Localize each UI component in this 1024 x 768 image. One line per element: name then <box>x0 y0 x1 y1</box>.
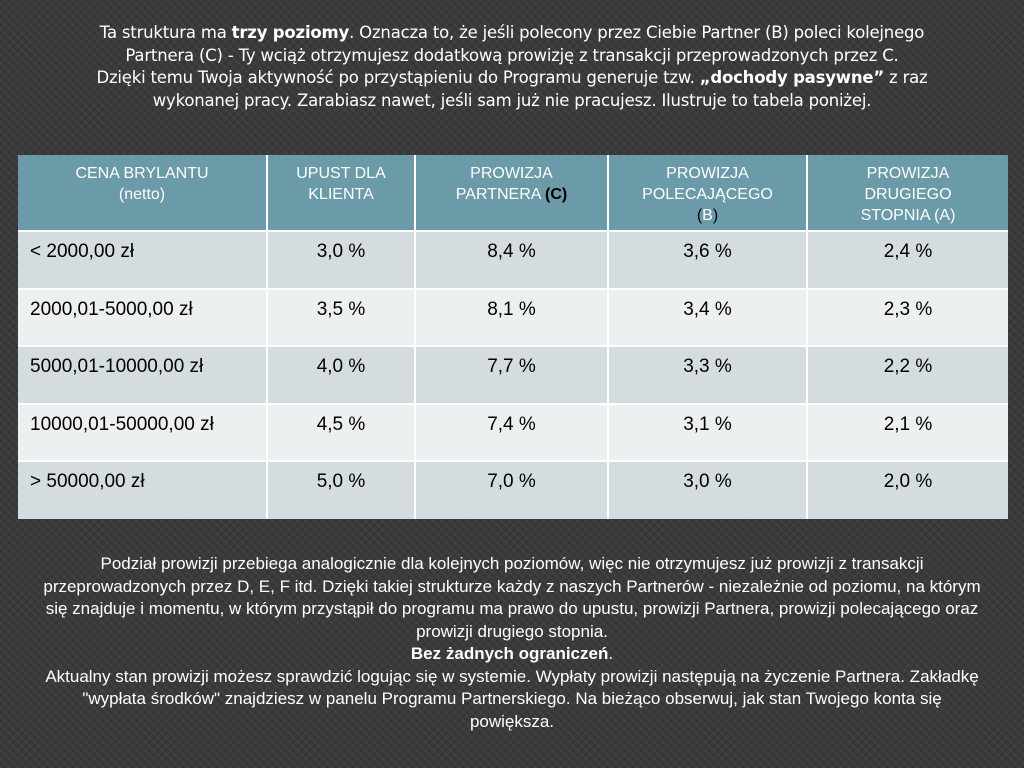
intro-bold-passive-income: „dochody pasywne” <box>699 68 885 87</box>
cell-second-level-commission: 2,1 % <box>807 404 1008 462</box>
outro-text-span: . <box>608 644 614 663</box>
cell-discount: 4,0 % <box>267 346 415 404</box>
cell-referrer-commission: 3,3 % <box>608 346 807 404</box>
commission-table <box>18 155 1008 519</box>
cell-referrer-commission: 3,0 % <box>608 461 807 519</box>
cell-price: 10000,01-50000,00 zł <box>18 404 267 462</box>
header-line: PROWIZJA <box>470 165 553 182</box>
header-partner-commission <box>415 155 608 231</box>
header-line: (netto) <box>118 186 166 203</box>
header-client-discount <box>267 155 415 231</box>
header-letter-b: B <box>702 207 713 224</box>
header-line: UPUST DLA <box>296 165 386 182</box>
header-paren: ) <box>712 207 719 224</box>
header-line: POLECAJĄCEGO <box>642 186 773 203</box>
cell-referrer-commission: 3,6 % <box>608 231 807 289</box>
cell-price: < 2000,00 zł <box>18 231 267 289</box>
cell-discount: 3,5 % <box>267 289 415 347</box>
cell-partner-commission: 8,1 % <box>415 289 608 347</box>
table-row <box>18 231 1008 289</box>
outro-paragraph-2 <box>40 643 984 666</box>
header-line: PROWIZJA <box>666 165 749 182</box>
intro-bold-three-levels: trzy poziomy <box>231 23 350 42</box>
cell-price: > 50000,00 zł <box>18 461 267 519</box>
header-line: CENA BRYLANTU <box>75 165 209 182</box>
cell-second-level-commission: 2,3 % <box>807 289 1008 347</box>
cell-price: 2000,01-5000,00 zł <box>18 289 267 347</box>
cell-discount: 5,0 % <box>267 461 415 519</box>
header-line: STOPNIA (A) <box>860 207 956 224</box>
intro-text <box>95 22 929 112</box>
cell-discount: 4,5 % <box>267 404 415 462</box>
header-line: PROWIZJA <box>866 165 950 182</box>
header-second-level-commission <box>807 155 1008 231</box>
table-row <box>18 346 1008 404</box>
header-line: KLIENTA <box>308 186 374 203</box>
cell-second-level-commission: 2,4 % <box>807 231 1008 289</box>
intro-paragraph-1 <box>95 22 929 67</box>
header-letter-c: (C) <box>545 186 568 203</box>
intro-paragraph-2 <box>95 67 929 112</box>
cell-discount: 3,0 % <box>267 231 415 289</box>
intro-text-span: . Oznacza to, że jeśli polecony przez Ciebie Partner (B) poleci kolejnego Partnera (C) - Ty wciąż otrzymujesz dodatkową prowizję z transakcji przeprowadzonych przez C. <box>125 23 925 65</box>
table-row <box>18 461 1008 519</box>
cell-price: 5000,01-10000,00 zł <box>18 346 267 404</box>
header-line: DRUGIEGO <box>864 186 952 203</box>
header-diamond-price <box>18 155 267 231</box>
outro-paragraph-1: Podział prowizji przebiega analogicznie dla kolejnych poziomów, więc nie otrzymujesz już prowizji z transakcji przeprowadzonych przez D, E, F itd. Dzięki takiej strukturze każdy z naszych Partnerów - niezależnie od poziomu, na którym się znajduje i momentu, w którym przystąpił do programu ma prawo do upustu, prowizji Partnera, prowizji polecającego oraz prowizji drugiego stopnia. <box>43 554 981 641</box>
cell-second-level-commission: 2,0 % <box>807 461 1008 519</box>
table-header-row <box>18 155 1008 231</box>
intro-text-span: Ta struktura ma <box>99 23 232 42</box>
header-referrer-commission <box>608 155 807 231</box>
outro-bold-no-limits: Bez żadnych ograniczeń <box>410 644 609 663</box>
cell-partner-commission: 7,0 % <box>415 461 608 519</box>
header-line: PARTNERA <box>455 186 545 203</box>
table-row <box>18 404 1008 462</box>
header-paren: ( <box>696 207 703 224</box>
intro-text-span: z raz wykonanej pracy. Zarabiasz nawet, jeśli sam już nie pracujesz. Ilustruje to tabela poniżej. <box>152 68 928 110</box>
cell-partner-commission: 7,4 % <box>415 404 608 462</box>
cell-partner-commission: 8,4 % <box>415 231 608 289</box>
cell-referrer-commission: 3,1 % <box>608 404 807 462</box>
outro-text <box>40 553 984 733</box>
cell-referrer-commission: 3,4 % <box>608 289 807 347</box>
cell-second-level-commission: 2,2 % <box>807 346 1008 404</box>
cell-partner-commission: 7,7 % <box>415 346 608 404</box>
outro-paragraph-3: Aktualny stan prowizji możesz sprawdzić logując się w systemie. Wypłaty prowizji następują na życzenie Partnera. Zakładkę "wypłata środków" znajdziesz w panelu Programu Partnerskiego. Na bieżąco obserwuj, jak stan Twojego konta się powiększa. <box>45 666 979 731</box>
intro-text-span: Dzięki temu Twoja aktywność po przystąpieniu do Programu generuje tzw. <box>96 68 700 87</box>
table-row <box>18 289 1008 347</box>
